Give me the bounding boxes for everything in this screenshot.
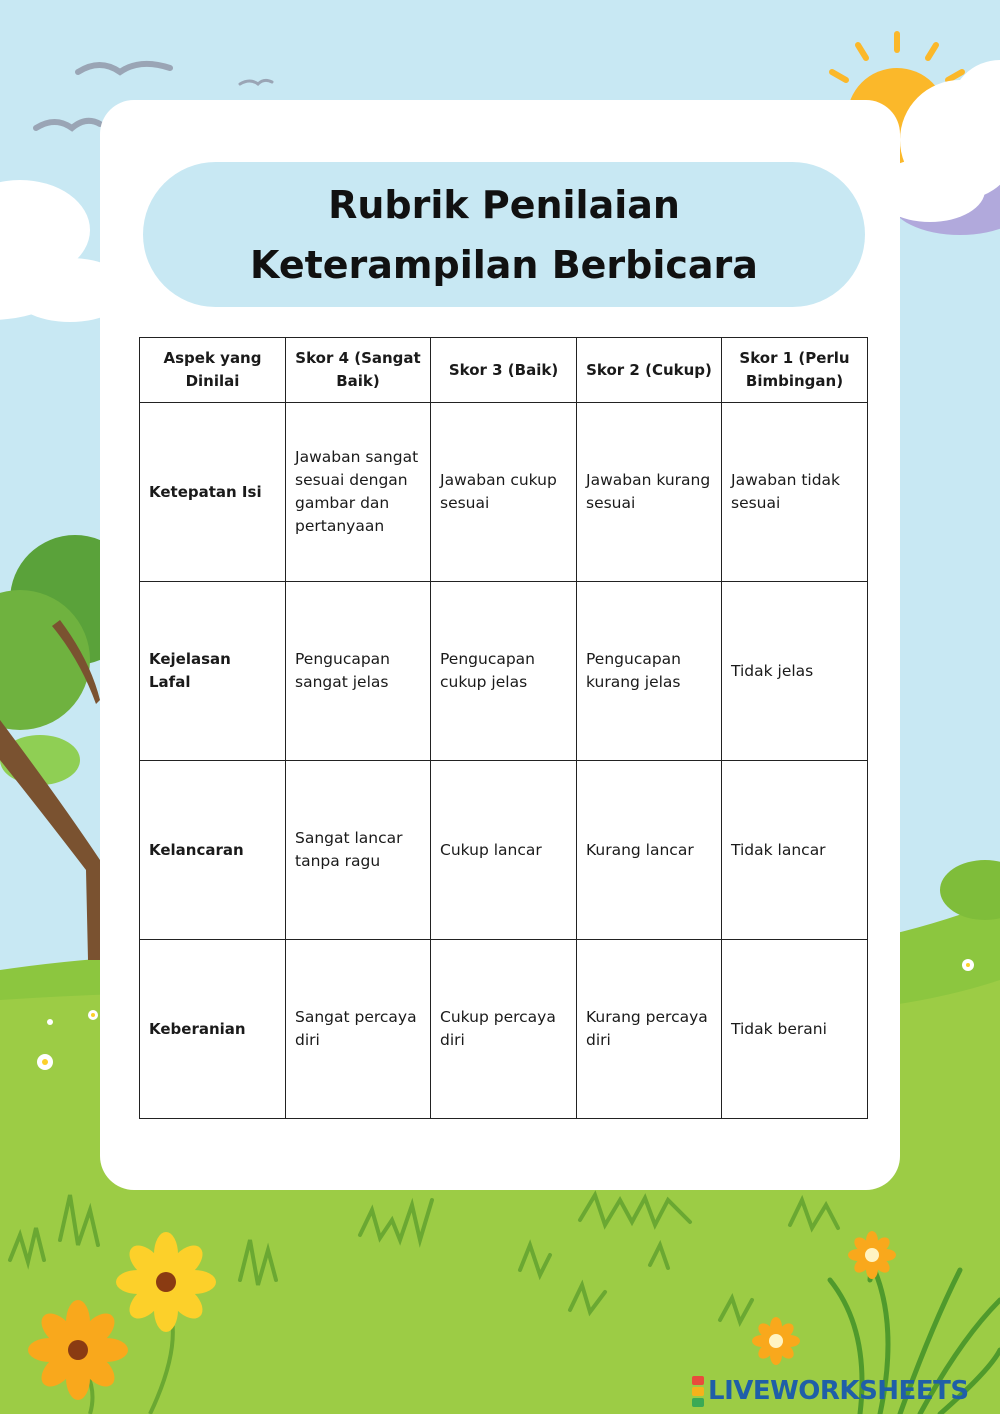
table-cell: Pengucapan sangat jelas	[286, 582, 431, 761]
column-header-score-2: Skor 2 (Cukup)	[577, 338, 722, 403]
table-cell: Tidak lancar	[722, 761, 868, 940]
table-row	[140, 940, 868, 1119]
column-header-score-1: Skor 1 (Perlu Bimbingan)	[722, 338, 868, 403]
column-header-score-3: Skor 3 (Baik)	[431, 338, 577, 403]
page-title-line-2: Keterampilan Berbicara	[250, 242, 758, 287]
title-banner	[143, 162, 865, 307]
table-cell: Jawaban sangat sesuai dengan gambar dan pertanyaan	[286, 403, 431, 582]
aspect-cell: Kelancaran	[140, 761, 286, 940]
table-cell: Kurang percaya diri	[577, 940, 722, 1119]
table-row	[140, 761, 868, 940]
table-cell: Tidak berani	[722, 940, 868, 1119]
liveworksheets-logo[interactable]	[692, 1374, 969, 1408]
table-row	[140, 403, 868, 582]
table-cell: Jawaban kurang sesuai	[577, 403, 722, 582]
table-cell: Cukup percaya diri	[431, 940, 577, 1119]
aspect-cell: Keberanian	[140, 940, 286, 1119]
table-cell: Kurang lancar	[577, 761, 722, 940]
table-cell: Pengucapan cukup jelas	[431, 582, 577, 761]
table-cell: Tidak jelas	[722, 582, 868, 761]
aspect-cell: Kejelasan Lafal	[140, 582, 286, 761]
table-row	[140, 582, 868, 761]
aspect-cell: Ketepatan Isi	[140, 403, 286, 582]
logo-mark-icon	[692, 1375, 704, 1408]
table-cell: Cukup lancar	[431, 761, 577, 940]
logo-text: LIVEWORKSHEETS	[708, 1376, 969, 1406]
table-header-row	[140, 338, 868, 403]
rubric-table	[139, 337, 868, 1119]
table-cell: Jawaban cukup sesuai	[431, 403, 577, 582]
column-header-aspect: Aspek yang Dinilai	[140, 338, 286, 403]
column-header-score-4: Skor 4 (Sangat Baik)	[286, 338, 431, 403]
page-title-line-1: Rubrik Penilaian	[328, 182, 680, 227]
table-cell: Pengucapan kurang jelas	[577, 582, 722, 761]
table-cell: Sangat percaya diri	[286, 940, 431, 1119]
table-cell: Sangat lancar tanpa ragu	[286, 761, 431, 940]
table-cell: Jawaban tidak sesuai	[722, 403, 868, 582]
